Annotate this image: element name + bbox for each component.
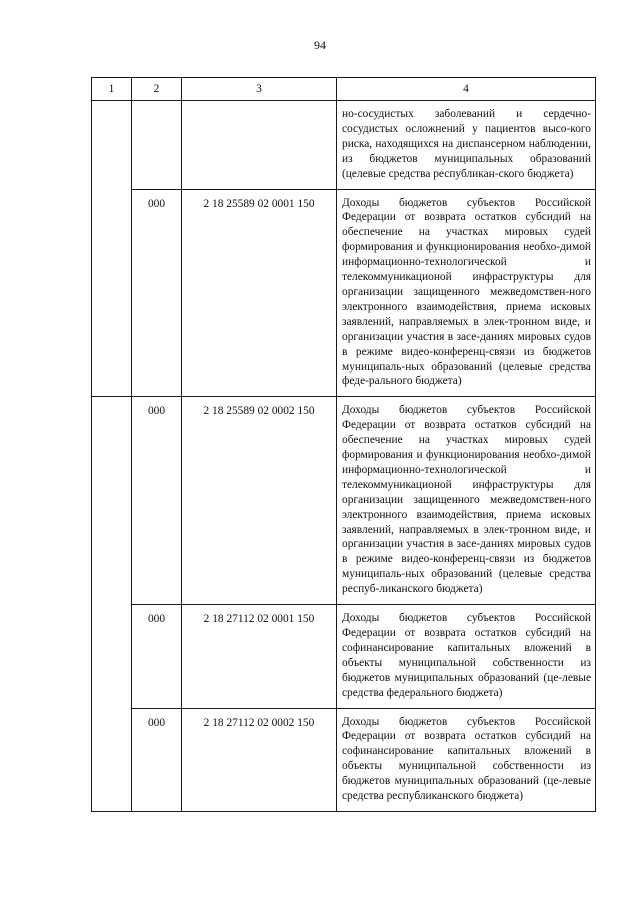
description-text: Доходы бюджетов субъектов Российской Федерации от возврата остатков субсидий на софинансирование капитальных вложений в объекты муниципальной собственности из бюджетов муниципальных образований (це-левые средства республиканского бюджета) [342,715,591,803]
admin-code-cell: 000 [132,397,182,605]
header-col-1: 1 [92,78,132,101]
budget-revenue-table [91,77,596,812]
description-text: Доходы бюджетов субъектов Российской Федерации от возврата остатков субсидий на обеспечение на участках мировых судей формирования и функционирования необхо-димой информационно-технологической и телекоммуникационой инфраструктуры для организации защищенного межведомствен-ного электронного взаимодействия, приема исковых заявлений, направляемых в элек-тронном виде, и организации участия в засе-даниях мировых судов в режиме видео-конференц-связи из бюджетов муниципаль-ных образований (целевые средства респуб-ликанского бюджета) [342,404,591,596]
table-row [92,101,596,190]
description-text: Доходы бюджетов субъектов Российской Федерации от возврата остатков субсидий на обеспечение на участках мировых судей формирования и функционирования необхо-димой информационно-технологической и телекоммуникационой инфраструктуры для организации защищенного межведомствен-ного электронного взаимодействия, приема исковых заявлений, направляемых в элек-тронном виде, и организации участия в засе-даниях мировых судов в режиме видео-конференц-связи из бюджетов муниципаль-ных образований (целевые средства феде-рального бюджета) [342,196,591,388]
description-cell [337,189,596,397]
table-row [92,605,596,708]
kbk-code-cell: 2 18 27112 02 0002 150 [182,708,337,811]
admin-code-cell: 000 [132,708,182,811]
header-col-4: 4 [337,78,596,101]
table-header-row [92,78,596,101]
kbk-code-cell: 2 18 27112 02 0001 150 [182,605,337,708]
header-col-3: 3 [182,78,337,101]
table-row [92,189,596,397]
page-number: 94 [314,38,326,52]
description-text: но-сосудистых заболеваний и сердечно-сосудистых осложнений у пациентов высо-кого риска, находящихся на диспансерном наблюдении, из бюджетов муниципальных образований (целевые средства республикан-ского бюджета) [342,108,591,180]
description-cell [337,101,596,190]
description-cell [337,605,596,708]
admin-code-cell [132,101,182,190]
table-row [92,397,596,605]
header-col-2: 2 [132,78,182,101]
description-cell [337,708,596,811]
kbk-code-cell [182,101,337,190]
kbk-code-cell: 2 18 25589 02 0002 150 [182,397,337,605]
row-number-cell [92,397,132,812]
row-number-cell [92,101,132,397]
kbk-code-cell: 2 18 25589 02 0001 150 [182,189,337,397]
table-row [92,708,596,811]
description-cell [337,397,596,605]
description-text: Доходы бюджетов субъектов Российской Федерации от возврата остатков субсидий на софинансирование капитальных вложений в объекты муниципальной собственности из бюджетов муниципальных образований (це-левые средства федерального бюджета) [342,612,591,699]
admin-code-cell: 000 [132,189,182,397]
admin-code-cell: 000 [132,605,182,708]
